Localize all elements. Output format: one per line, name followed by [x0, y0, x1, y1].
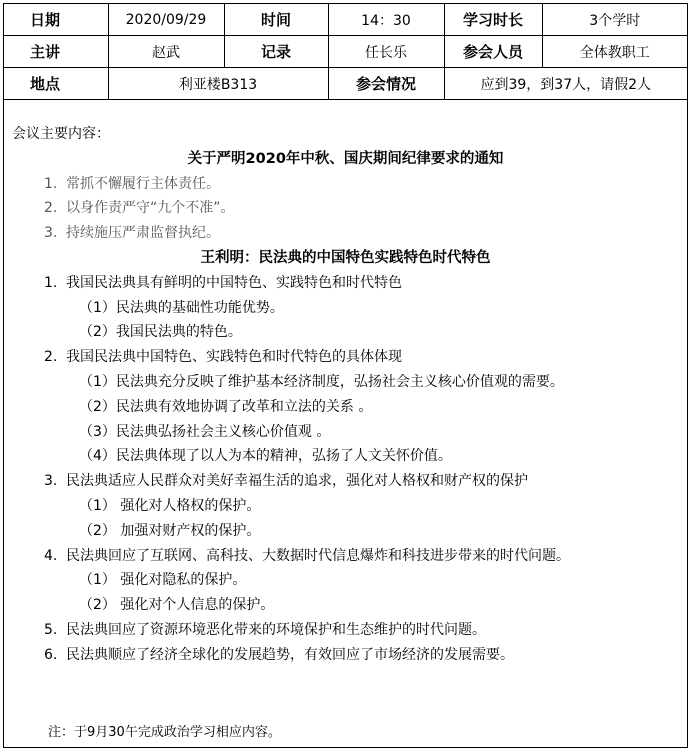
- info-row-location: [4, 68, 687, 100]
- item-number: 1.: [44, 175, 58, 192]
- item-text: 我国民法典中国特色、实践特色和时代特色的具体体现: [66, 349, 402, 366]
- list-item: [4, 345, 687, 370]
- item-number: 2.: [44, 200, 58, 217]
- recorder-label: 记录: [224, 36, 328, 68]
- item-number: 3.: [44, 473, 58, 490]
- item-text: 持续施压严肃监督执纪。: [66, 225, 220, 242]
- sub-item: （1）民法典的基础性功能优势。: [79, 299, 284, 316]
- meeting-record-document: [3, 3, 688, 748]
- attendance-value: 应到39，到37人，请假2人: [444, 68, 687, 100]
- date-value: 2020/09/29: [108, 4, 224, 36]
- item-number: 1.: [44, 274, 58, 291]
- item-number: 6.: [44, 646, 58, 663]
- date-label: 日期: [4, 4, 108, 36]
- info-row-speaker: [4, 36, 687, 68]
- item-text: 常抓不懈履行主体责任。: [66, 175, 220, 192]
- speaker-label: 主讲: [4, 36, 108, 68]
- item-number: 4.: [44, 547, 58, 564]
- footnote: 注：于9月30午完成政治学习相应内容。: [48, 725, 281, 740]
- content-intro: 会议主要内容：: [12, 126, 110, 142]
- study-duration-label: 学习时长: [444, 4, 542, 36]
- sub-item: （2）我国民法典的特色。: [79, 324, 242, 341]
- item-text: 我国民法典具有鲜明的中国特色、实践特色和时代特色: [66, 274, 402, 291]
- sub-item: （1） 强化对人格权的保护。: [79, 497, 261, 514]
- recorder-value: 任长乐: [328, 36, 444, 68]
- meeting-content: [4, 103, 687, 668]
- attendees-label: 参会人员: [444, 36, 542, 68]
- item-number: 2.: [44, 349, 58, 366]
- attendance-label: 参会情况: [328, 68, 444, 100]
- list-item: [4, 172, 687, 197]
- section2-title: 王利明：民法典的中国特色实践特色时代特色: [200, 249, 491, 266]
- sub-item: （3）民法典弘扬社会主义核心价值观 。: [79, 423, 331, 440]
- sub-item: （2） 加强对财产权的保护。: [79, 522, 261, 539]
- item-text: 民法典回应了互联网、高科技、大数据时代信息爆炸和科技进步带来的时代问题。: [66, 547, 570, 564]
- time-label: 时间: [224, 4, 328, 36]
- sub-item: （1）民法典充分反映了维护基本经济制度，弘扬社会主义核心价值观的需要。: [79, 373, 564, 390]
- time-value: 14：30: [328, 4, 444, 36]
- item-number: 3.: [44, 225, 58, 242]
- list-item: [4, 544, 687, 569]
- list-item: [4, 643, 687, 668]
- sub-item: （2） 强化对个人信息的保护。: [79, 597, 275, 614]
- info-row-date: [4, 4, 687, 36]
- sub-item: （1） 强化对隐私的保护。: [79, 572, 247, 589]
- location-label: 地点: [4, 68, 108, 100]
- item-text: 民法典适应人民群众对美好幸福生活的追求，强化对人格权和财产权的保护: [66, 473, 528, 490]
- sub-item: （2）民法典有效地协调了改革和立法的关系 。: [79, 398, 373, 415]
- speaker-value: 赵武: [108, 36, 224, 68]
- list-item: [4, 271, 687, 296]
- item-number: 5.: [44, 621, 58, 638]
- list-item: [4, 618, 687, 643]
- meeting-info-table: [4, 4, 687, 100]
- study-duration-value: 3个学时: [542, 4, 687, 36]
- location-value: 利亚楼B313: [108, 68, 328, 100]
- section1-title: 关于严明2020年中秋、国庆期间纪律要求的通知: [187, 150, 504, 167]
- attendees-value: 全体教职工: [542, 36, 687, 68]
- item-text: 以身作责严守“九个不准”。: [66, 200, 235, 217]
- sub-item: （4）民法典体现了以人为本的精神，弘扬了人文关怀价值。: [79, 448, 452, 465]
- item-text: 民法典回应了资源环境恶化带来的环境保护和生态维护的时代问题。: [66, 621, 486, 638]
- list-item: [4, 221, 687, 246]
- list-item: [4, 196, 687, 221]
- list-item: [4, 469, 687, 494]
- item-text: 民法典顺应了经济全球化的发展趋势，有效回应了市场经济的发展需要。: [66, 646, 514, 663]
